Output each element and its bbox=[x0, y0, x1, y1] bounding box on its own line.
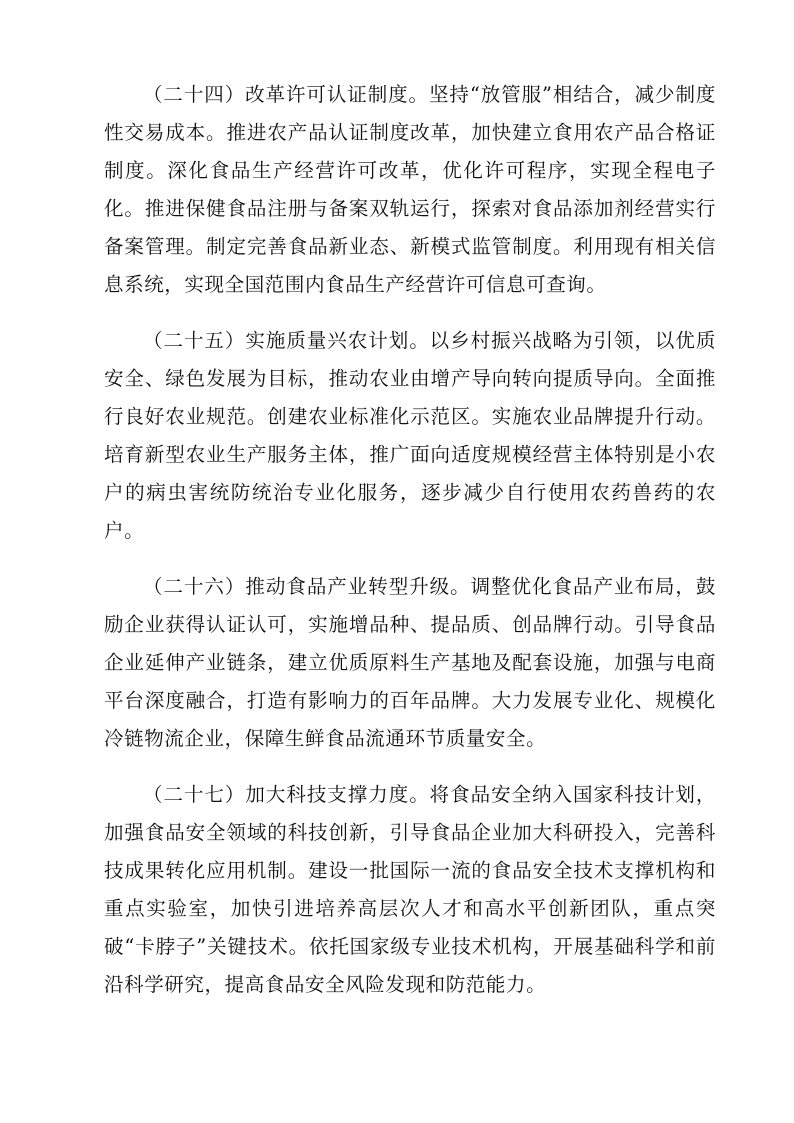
paragraph-27: （二十七）加大科技支撑力度。将食品安全纳入国家科技计划，加强食品安全领域的科技创新，引导食品企业加大科研投入，完善科技成果转化应用机制。建设一批国际一流的食品安全技术支撑机构和重点实验室，加快引进培养高层次人才和高水平创新团队，重点突破“卡脖子”关键技术。依托国家级专业技术机构，开展基础科学和前沿科学研究，提高食品安全风险发现和防范能力。 bbox=[104, 783, 716, 996]
document-body bbox=[104, 76, 716, 1022]
paragraph-26: （二十六）推动食品产业转型升级。调整优化食品产业布局，鼓励企业获得认证认可，实施增品种、提品质、创品牌行动。引导食品企业延伸产业链条，建立优质原料生产基地及配套设施，加强与电商平台深度融合，打造有影响力的百年品牌。大力发展专业化、规模化冷链物流企业，保障生鲜食品流通环节质量安全。 bbox=[104, 575, 716, 750]
paragraph-25: （二十五）实施质量兴农计划。以乡村振兴战略为引领，以优质安全、绿色发展为目标，推动农业由增产导向转向提质导向。全面推行良好农业规范。创建农业标准化示范区。实施农业品牌提升行动。培育新型农业生产服务主体，推广面向适度规模经营主体特别是小农户的病虫害统防统治专业化服务，逐步减少自行使用农药兽药的农户。 bbox=[104, 329, 716, 542]
paragraph-24: （二十四）改革许可认证制度。坚持“放管服”相结合，减少制度性交易成本。推进农产品认证制度改革，加快建立食用农产品合格证制度。深化食品生产经营许可改革，优化许可程序，实现全程电子化。推进保健食品注册与备案双轨运行，探索对食品添加剂经营实行备案管理。制定完善食品新业态、新模式监管制度。利用现有相关信息系统，实现全国范围内食品生产经营许可信息可查询。 bbox=[104, 83, 716, 296]
